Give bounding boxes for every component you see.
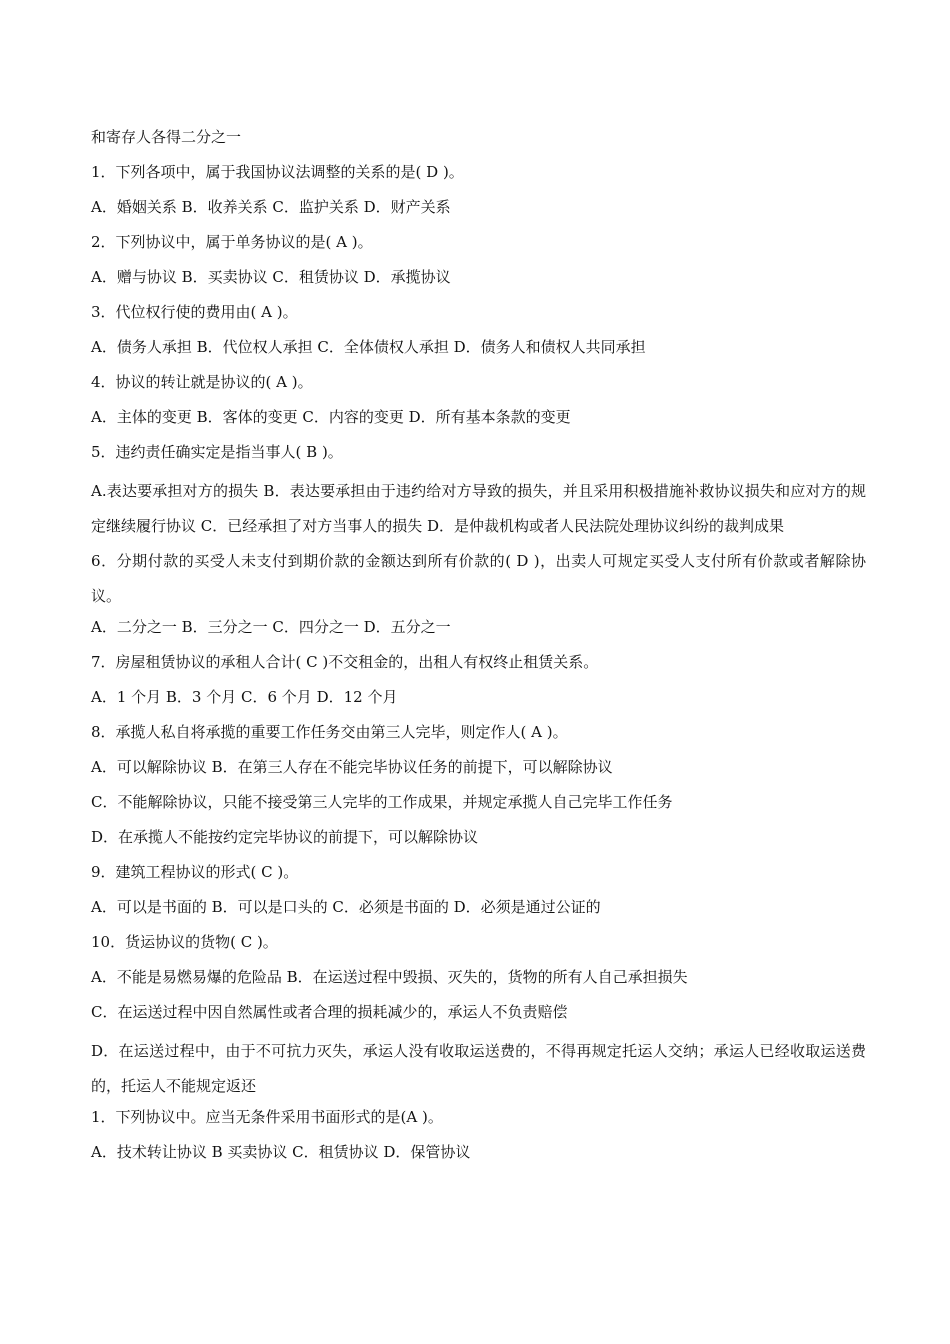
document-body (91, 124, 866, 1174)
question-line: 9．建筑工程协议的形式( C )。 (91, 863, 299, 881)
options-line: A．二分之一 B．三分之一 C．四分之一 D．五分之一 (91, 618, 451, 636)
options-line: A．1 个月 B．3 个月 C．6 个月 D．12 个月 (91, 688, 398, 706)
options-line: A．不能是易燃易爆的危险品 B．在运送过程中毁损、灭失的，货物的所有人自己承担损失 (91, 968, 688, 986)
options-line: A．婚姻关系 B．收养关系 C．监护关系 D．财产关系 (91, 198, 451, 216)
question-paragraph: 6．分期付款的买受人未支付到期价款的金额达到所有价款的( D )，出卖人可规定买受人支付所有价款或者解除协议。 (91, 552, 866, 605)
question-line: 5．违约责任确实定是指当事人( B )。 (91, 443, 343, 461)
options-line: A．技术转让协议 B 买卖协议 C．租赁协议 D．保管协议 (91, 1143, 471, 1161)
options-line: C．不能解除协议，只能不接受第三人完毕的工作成果，并规定承揽人自己完毕工作任务 (91, 793, 673, 811)
question-line: 1．下列协议中。应当无条件采用书面形式的是(A )。 (91, 1108, 443, 1126)
question-line: 10．货运协议的货物( C )。 (91, 933, 278, 951)
text-line: 和寄存人各得二分之一 (91, 128, 242, 146)
options-line: A．主体的变更 B．客体的变更 C．内容的变更 D．所有基本条款的变更 (91, 408, 571, 426)
options-paragraph: A.表达要承担对方的损失 B．表达要承担由于违约给对方导致的损失，并且采用积极措施补救协议损失和应对方的规定继续履行协议 C．已经承担了对方当事人的损失 D．是仲裁机构或者人民法院处理协议纠纷的裁判成果 (91, 482, 866, 535)
options-line: A．债务人承担 B．代位权人承担 C．全体债权人承担 D．债务人和债权人共同承担 (91, 338, 646, 356)
question-line: 3．代位权行使的费用由( A )。 (91, 303, 298, 321)
question-line: 7．房屋租赁协议的承租人合计( C )不交租金的，出租人有权终止租赁关系。 (91, 653, 599, 671)
question-line: 4．协议的转让就是协议的( A )。 (91, 373, 313, 391)
options-paragraph: D．在运送过程中，由于不可抗力灭失，承运人没有收取运送费的，不得再规定托运人交纳；承运人已经收取运送费的，托运人不能规定返还 (91, 1042, 866, 1095)
question-line: 8．承揽人私自将承揽的重要工作任务交由第三人完毕，则定作人( A )。 (91, 723, 568, 741)
options-line: A．赠与协议 B．买卖协议 C．租赁协议 D．承揽协议 (91, 268, 451, 286)
options-line: D．在承揽人不能按约定完毕协议的前提下，可以解除协议 (91, 828, 479, 846)
options-line: C．在运送过程中因自然属性或者合理的损耗减少的，承运人不负责赔偿 (91, 1003, 568, 1021)
question-line: 1．下列各项中，属于我国协议法调整的关系的是( D )。 (91, 163, 464, 181)
options-line: A．可以是书面的 B．可以是口头的 C．必须是书面的 D．必须是通过公证的 (91, 898, 601, 916)
question-line: 2．下列协议中，属于单务协议的是( A )。 (91, 233, 373, 251)
options-line: A．可以解除协议 B．在第三人存在不能完毕协议任务的前提下，可以解除协议 (91, 758, 613, 776)
